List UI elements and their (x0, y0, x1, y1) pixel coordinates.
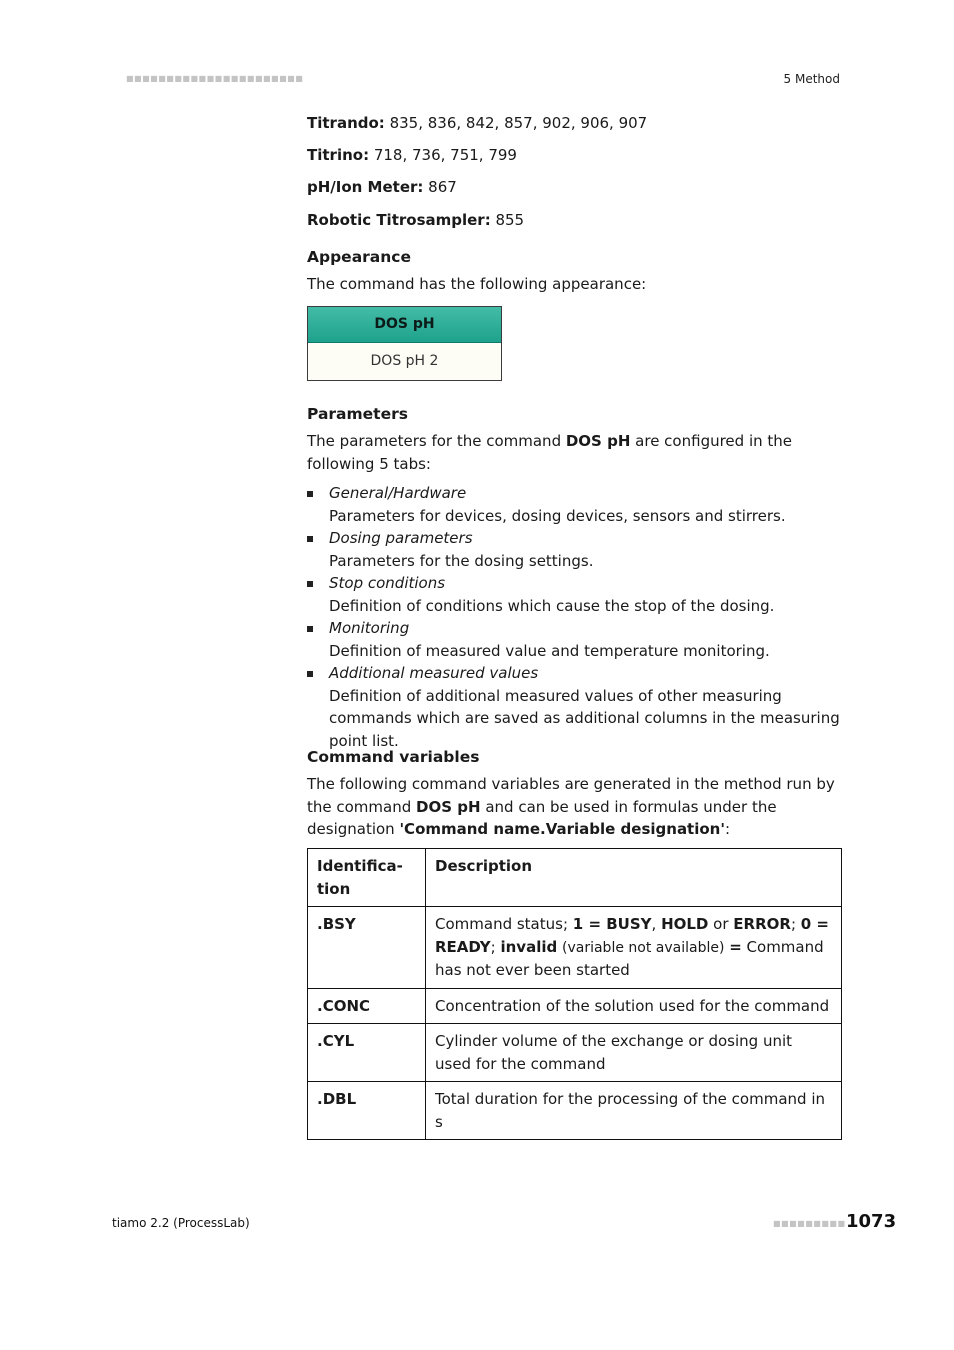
tab-name: Monitoring (329, 619, 410, 637)
variable-id: .CONC (308, 988, 426, 1024)
instrument-titrando: Titrando: 835, 836, 842, 857, 902, 906, 907 (307, 114, 648, 132)
running-header-section: 5 Method (783, 72, 840, 86)
list-item (307, 482, 841, 527)
variable-id: .DBL (308, 1082, 426, 1140)
table-row (308, 1082, 842, 1140)
tab-name: Stop conditions (329, 574, 446, 592)
table-row (308, 907, 842, 989)
list-item (307, 662, 841, 752)
tab-description: Definition of conditions which cause the stop of the dosing. (329, 596, 775, 615)
variable-id: .CYL (308, 1024, 426, 1082)
command-variables-heading: Command variables (307, 748, 480, 766)
command-appearance-box (307, 306, 502, 381)
instrument-ph-ion-meter: pH/Ion Meter: 867 (307, 178, 457, 196)
header-decoration: ■■■■■■■■■■■■■■■■■■■■■■ (126, 74, 304, 83)
table-header-row (308, 849, 842, 907)
variable-description: Total duration for the processing of the command in s (426, 1082, 842, 1140)
appearance-heading: Appearance (307, 248, 411, 266)
tab-description: Parameters for devices, dosing devices, sensors and stirrers. (329, 506, 786, 525)
instrument-titrino: Titrino: 718, 736, 751, 799 (307, 146, 517, 164)
variable-description: Cylinder volume of the exchange or dosing unit used for the command (426, 1024, 842, 1082)
list-item (307, 572, 841, 617)
parameter-tabs-list (307, 482, 841, 752)
bullet-icon (307, 536, 313, 542)
list-item (307, 527, 841, 572)
tab-name: Additional measured values (329, 664, 539, 682)
tab-name: Dosing parameters (329, 529, 473, 547)
column-header-description: Description (426, 849, 842, 907)
command-box-name: DOS pH 2 (370, 353, 439, 369)
tab-description: Definition of additional measured values of other measuring commands which are saved as additional columns in the measuring point list. (329, 686, 840, 750)
parameters-intro: The parameters for the command DOS pH are configured in the following 5 tabs: (307, 432, 793, 473)
footer-product: tiamo 2.2 (ProcessLab) (112, 1216, 250, 1230)
page-number: 1073 (846, 1211, 897, 1232)
variable-description: Concentration of the solution used for the command (426, 988, 842, 1024)
column-header-identification: Identifica-tion (308, 849, 426, 907)
bullet-icon (307, 491, 313, 497)
appearance-text: The command has the following appearance: (307, 275, 647, 293)
command-box-title: DOS pH (308, 307, 501, 343)
bullet-icon (307, 626, 313, 632)
tab-name: General/Hardware (329, 484, 467, 502)
list-item (307, 617, 841, 662)
bullet-icon (307, 581, 313, 587)
variable-id: .BSY (308, 907, 426, 989)
table-row (308, 1024, 842, 1082)
bullet-icon (307, 671, 313, 677)
footer-decoration: ■■■■■■■■■ (773, 1219, 846, 1228)
table-row (308, 988, 842, 1024)
command-variables-table (307, 848, 842, 1140)
tab-description: Definition of measured value and temperature monitoring. (329, 641, 770, 660)
parameters-heading: Parameters (307, 405, 408, 423)
tab-description: Parameters for the dosing settings. (329, 551, 594, 570)
instrument-robotic-titrosampler: Robotic Titrosampler: 855 (307, 211, 525, 229)
command-variables-intro: The following command variables are generated in the method run by the command DOS pH and can be used in formulas under the designation 'Command name.Variable designation': (307, 775, 835, 838)
variable-description: Command status; 1 = BUSY, HOLD or ERROR; 0 = READY; invalid (variable not available) = Command has not ever been started (426, 907, 842, 989)
